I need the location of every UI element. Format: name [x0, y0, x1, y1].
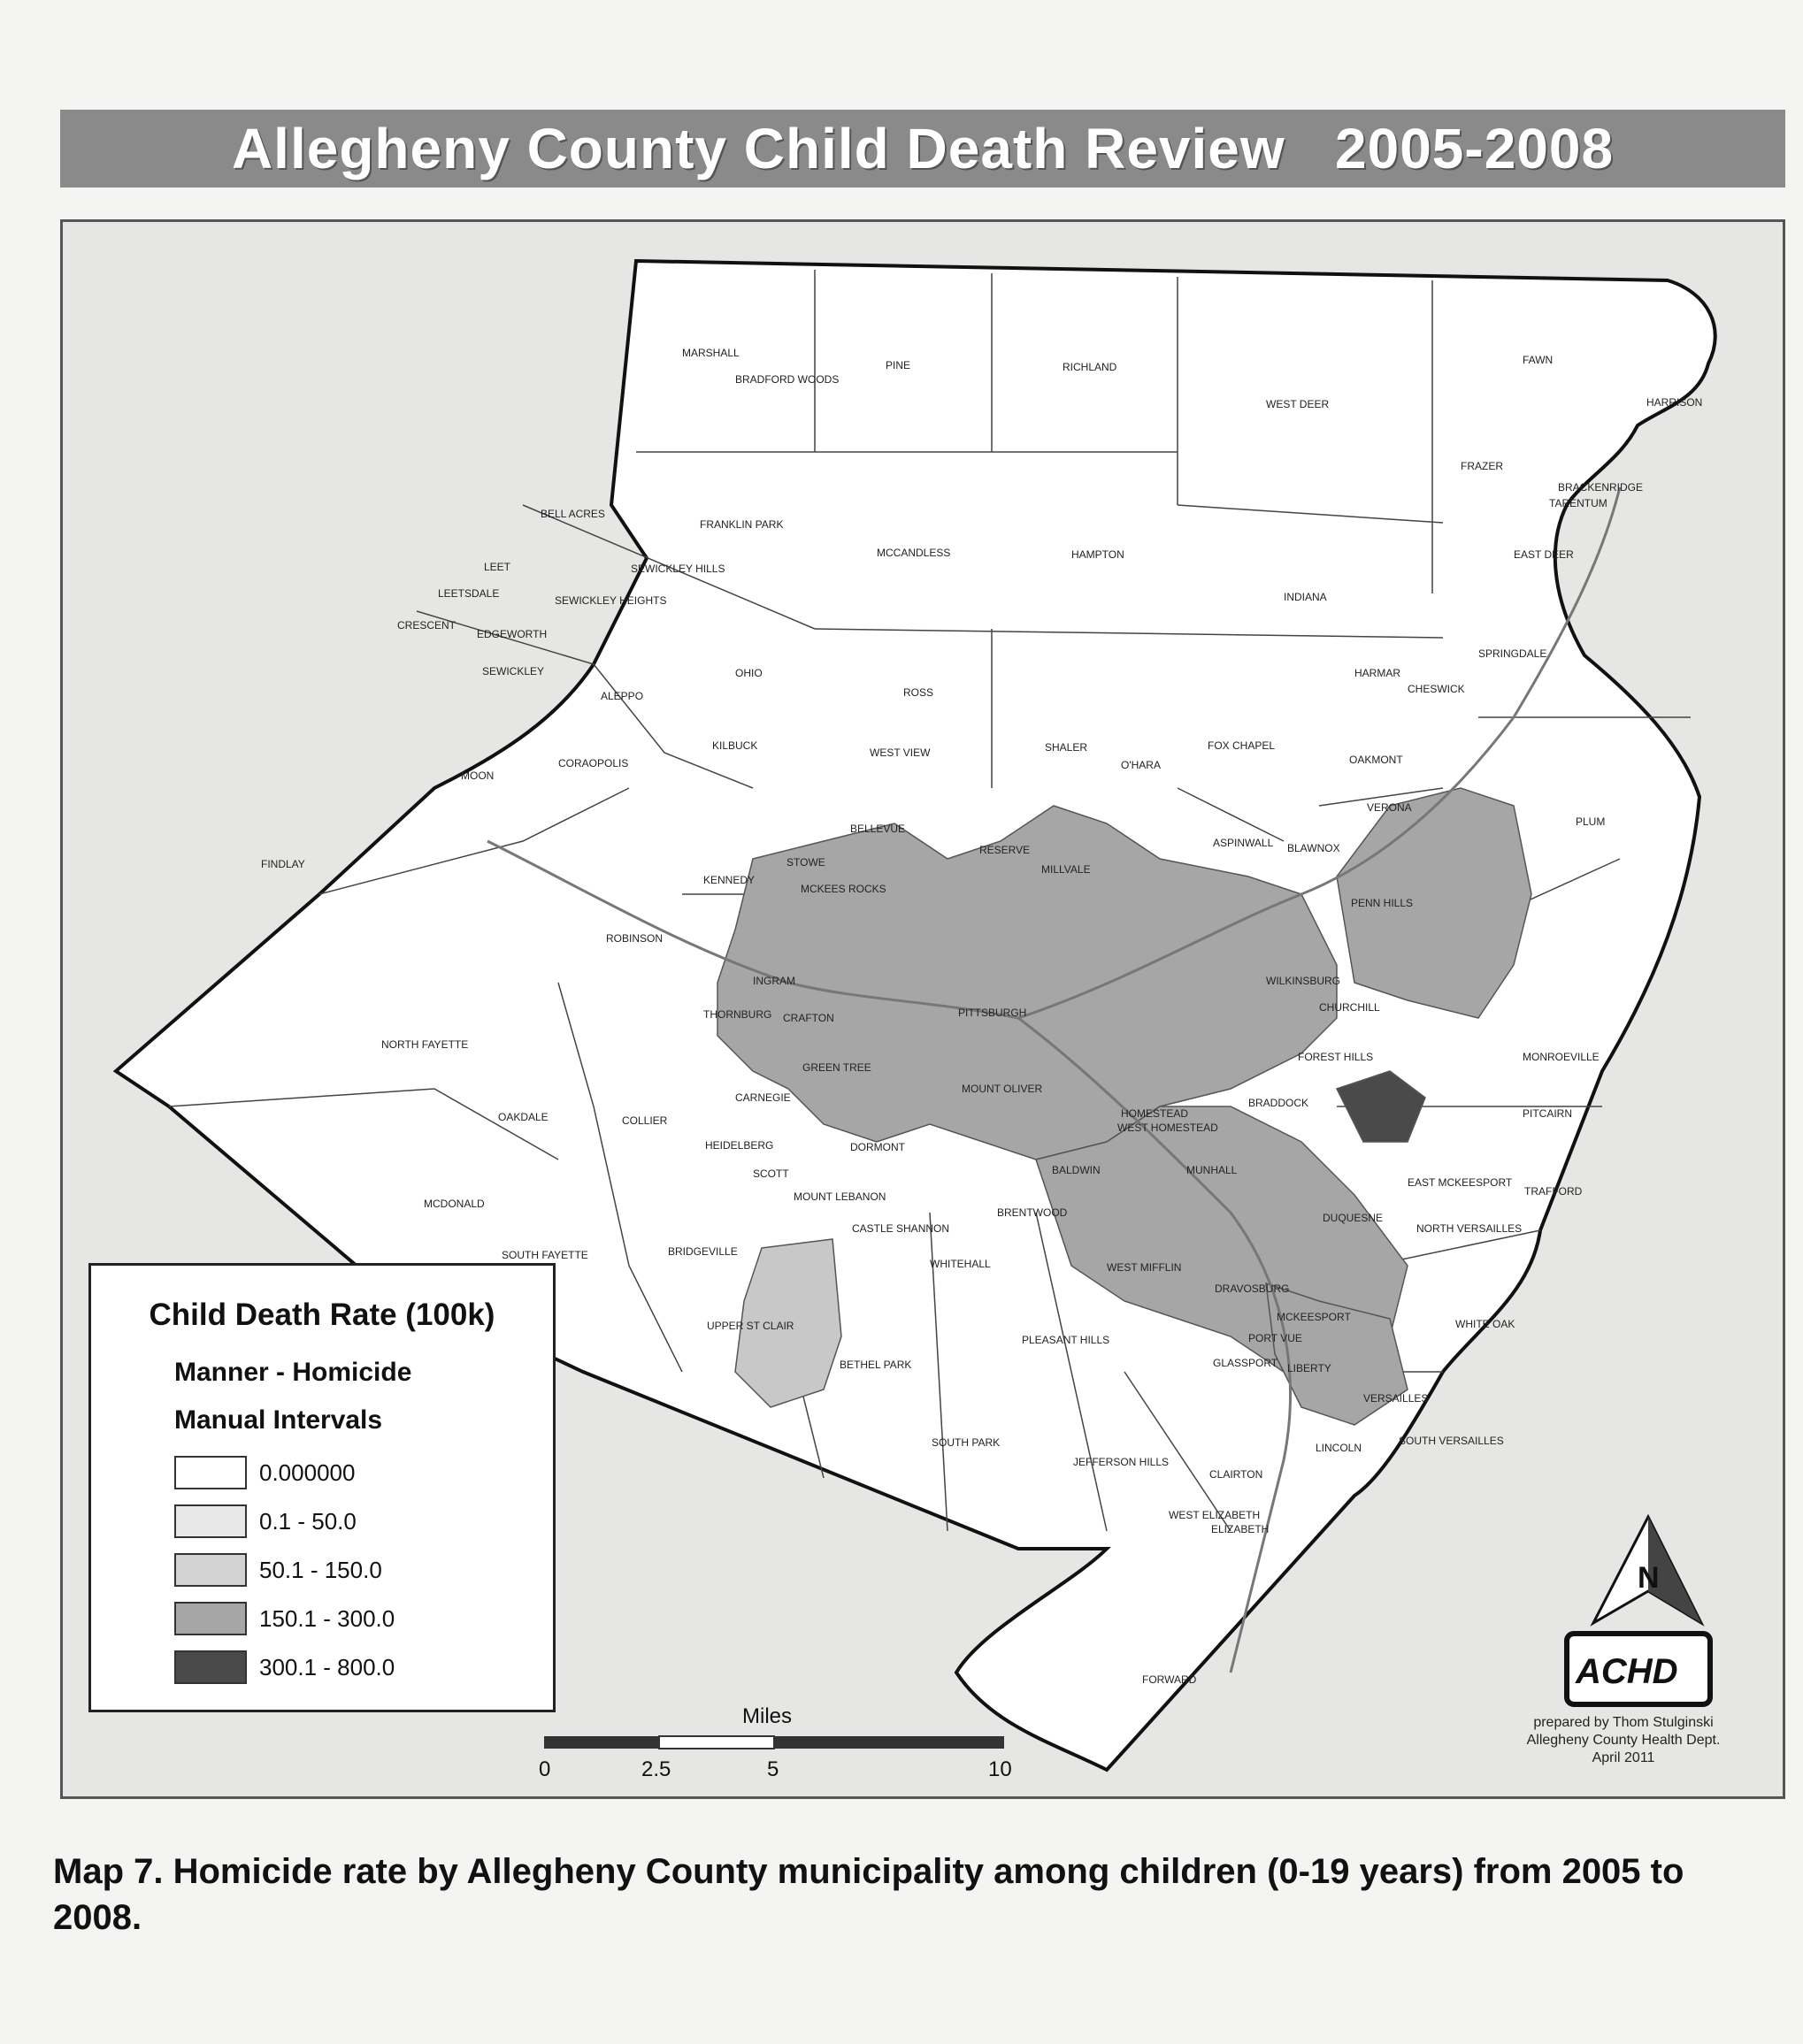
- label-harmar: HARMAR: [1354, 667, 1401, 679]
- label-jefferson-hills: JEFFERSON HILLS: [1073, 1456, 1170, 1468]
- label-sewickley-heights: SEWICKLEY HEIGHTS: [555, 594, 667, 607]
- label-franklin-park: FRANKLIN PARK: [700, 518, 784, 531]
- label-findlay: FINDLAY: [261, 858, 305, 870]
- label-ingram: INGRAM: [753, 975, 795, 987]
- label-brackenridge: BRACKENRIDGE: [1558, 481, 1644, 494]
- label-marshall: MARSHALL: [682, 347, 740, 359]
- label-kennedy: KENNEDY: [703, 874, 756, 886]
- label-castle-shannon: CASTLE SHANNON: [852, 1222, 950, 1235]
- label-scott: SCOTT: [753, 1167, 789, 1180]
- label-wilkinsburg: WILKINSBURG: [1266, 975, 1341, 987]
- legend-row-2: [174, 1553, 382, 1587]
- label-east-mckeesport: EAST MCKEESPORT: [1408, 1176, 1513, 1189]
- logo-text: ACHD: [1576, 1652, 1678, 1691]
- label-monroeville: MONROEVILLE: [1523, 1051, 1600, 1063]
- label-brentwood: BRENTWOOD: [997, 1206, 1068, 1219]
- label-harrison: HARRISON: [1646, 396, 1703, 409]
- label-versailles: VERSAILLES: [1363, 1392, 1429, 1405]
- scale-tick-5: 5: [767, 1757, 779, 1781]
- legend-row-3: [174, 1602, 395, 1635]
- legend-swatch-4: [174, 1650, 247, 1684]
- label-indiana: INDIANA: [1284, 591, 1327, 603]
- label-forward: FORWARD: [1142, 1673, 1197, 1686]
- label-homestead: HOMESTEAD: [1121, 1107, 1189, 1120]
- label-north-fayette: NORTH FAYETTE: [381, 1038, 469, 1051]
- label-elizabeth: ELIZABETH: [1211, 1523, 1270, 1535]
- title-band: [60, 110, 1785, 188]
- label-south-park: SOUTH PARK: [932, 1436, 1001, 1449]
- label-tarentum: TARENTUM: [1549, 497, 1607, 509]
- label-north-versailles: NORTH VERSAILLES: [1416, 1222, 1523, 1235]
- legend-swatch-1: [174, 1504, 247, 1538]
- label-churchill: CHURCHILL: [1319, 1001, 1380, 1014]
- label-springdale: SPRINGDALE: [1478, 647, 1547, 660]
- label-upper-st-clair: UPPER ST CLAIR: [707, 1320, 794, 1332]
- label-robinson: ROBINSON: [606, 932, 664, 945]
- label-west-view: WEST VIEW: [870, 746, 931, 759]
- legend-row-1: [174, 1504, 357, 1538]
- label-clairton: CLAIRTON: [1209, 1468, 1263, 1481]
- label-bradford-woods: BRADFORD WOODS: [735, 373, 840, 386]
- label-reserve: RESERVE: [979, 844, 1031, 856]
- label-pine: PINE: [886, 359, 911, 371]
- label-pitcairn: PITCAIRN: [1523, 1107, 1573, 1120]
- label-east-deer: EAST DEER: [1514, 548, 1574, 561]
- label-crescent: CRESCENT: [397, 619, 457, 632]
- label-mccandless: MCCANDLESS: [877, 547, 951, 559]
- label-west-homestead: WEST HOMESTEAD: [1117, 1122, 1218, 1134]
- map-title: Allegheny County Child Death Review 2005-2008: [231, 117, 1615, 180]
- legend-label-2: 50.1 - 150.0: [259, 1556, 382, 1583]
- label-oakmont: OAKMONT: [1349, 754, 1403, 766]
- label-moon: MOON: [461, 769, 495, 782]
- achd-logo: [1567, 1634, 1710, 1704]
- label-collier: COLLIER: [622, 1114, 668, 1127]
- label-ohara: O'HARA: [1121, 759, 1161, 771]
- credit-line-3: April 2011: [1592, 1750, 1655, 1765]
- label-edgeworth: EDGEWORTH: [477, 628, 548, 640]
- label-pittsburgh: PITTSBURGH: [958, 1007, 1027, 1019]
- credit-block: [1495, 1714, 1752, 1767]
- label-leet: LEET: [484, 561, 511, 573]
- scale-tick-10: 10: [988, 1757, 1012, 1781]
- legend-row-0: [174, 1456, 355, 1489]
- label-ross: ROSS: [903, 686, 934, 699]
- scale-tick-2-5: 2.5: [641, 1757, 671, 1781]
- label-heidelberg: HEIDELBERG: [705, 1139, 774, 1152]
- label-hampton: HAMPTON: [1071, 548, 1124, 561]
- label-plum: PLUM: [1576, 815, 1606, 828]
- scale-unit: Miles: [742, 1704, 793, 1728]
- label-ohio: OHIO: [735, 667, 763, 679]
- label-carnegie: CARNEGIE: [735, 1091, 791, 1104]
- label-millvale: MILLVALE: [1041, 863, 1091, 876]
- label-sewickley: SEWICKLEY: [482, 665, 545, 678]
- label-richland: RICHLAND: [1063, 361, 1117, 373]
- label-verona: VERONA: [1367, 801, 1412, 814]
- label-mcdonald: MCDONALD: [424, 1198, 485, 1210]
- label-penn-hills: PENN HILLS: [1351, 897, 1414, 909]
- label-coraopolis: CORAOPOLIS: [558, 757, 629, 769]
- label-west-elizabeth: WEST ELIZABETH: [1169, 1509, 1261, 1521]
- label-west-mifflin: WEST MIFFLIN: [1107, 1261, 1182, 1274]
- legend-manner: Manner - Homicide: [174, 1358, 412, 1387]
- label-kilbuck: KILBUCK: [712, 739, 758, 752]
- label-dravosburg: DRAVOSBURG: [1215, 1282, 1290, 1295]
- label-fawn: FAWN: [1523, 354, 1554, 366]
- label-blawnox: BLAWNOX: [1287, 842, 1340, 854]
- legend-label-3: 150.1 - 300.0: [259, 1604, 395, 1632]
- legend-title: Child Death Rate (100k): [149, 1298, 495, 1332]
- north-arrow: [1593, 1517, 1701, 1623]
- label-fox-chapel: FOX CHAPEL: [1208, 739, 1276, 752]
- label-braddock: BRADDOCK: [1248, 1097, 1309, 1109]
- label-munhall: MUNHALL: [1186, 1164, 1238, 1176]
- label-trafford: TRAFFORD: [1524, 1185, 1583, 1198]
- label-forest-hills: FOREST HILLS: [1298, 1051, 1374, 1063]
- label-mckees-rocks: MCKEES ROCKS: [801, 883, 886, 895]
- label-bridgeville: BRIDGEVILLE: [668, 1245, 738, 1258]
- legend-label-1: 0.1 - 50.0: [259, 1507, 357, 1535]
- credit-line-1: prepared by Thom Stulginski: [1533, 1715, 1714, 1730]
- label-mckeesport: MCKEESPORT: [1277, 1311, 1351, 1323]
- label-stowe: STOWE: [786, 856, 825, 869]
- legend-row-4: [174, 1650, 395, 1684]
- label-port-vue: PORT VUE: [1248, 1332, 1302, 1344]
- label-duquesne: DUQUESNE: [1323, 1212, 1384, 1224]
- legend-label-4: 300.1 - 800.0: [259, 1653, 395, 1680]
- label-white-oak: WHITE OAK: [1455, 1318, 1515, 1330]
- legend-swatch-3: [174, 1602, 247, 1635]
- north-label: N: [1638, 1561, 1660, 1595]
- legend-swatch-2: [174, 1553, 247, 1587]
- label-aspinwall: ASPINWALL: [1213, 837, 1274, 849]
- label-oakdale: OAKDALE: [498, 1111, 549, 1123]
- label-pleasant-hills: PLEASANT HILLS: [1022, 1334, 1110, 1346]
- label-bethel-park: BETHEL PARK: [840, 1359, 912, 1371]
- label-green-tree: GREEN TREE: [802, 1061, 871, 1074]
- label-lincoln: LINCOLN: [1316, 1442, 1362, 1454]
- legend-swatch-0: [174, 1456, 247, 1489]
- label-sewickley-hills: SEWICKLEY HILLS: [631, 563, 725, 575]
- label-bell-acres: BELL ACRES: [541, 508, 605, 520]
- label-liberty: LIBERTY: [1287, 1362, 1331, 1374]
- scale-bar: [544, 1736, 1004, 1749]
- label-south-fayette: SOUTH FAYETTE: [502, 1249, 588, 1261]
- label-crafton: CRAFTON: [783, 1012, 834, 1024]
- label-south-versailles: SOUTH VERSAILLES: [1399, 1435, 1504, 1447]
- label-west-deer: WEST DEER: [1266, 398, 1330, 410]
- label-mount-oliver: MOUNT OLIVER: [962, 1083, 1043, 1095]
- label-bellevue: BELLEVUE: [850, 823, 906, 835]
- label-whitehall: WHITEHALL: [930, 1258, 991, 1270]
- label-baldwin: BALDWIN: [1052, 1164, 1101, 1176]
- label-dormont: DORMONT: [850, 1141, 905, 1153]
- label-frazer: FRAZER: [1461, 460, 1503, 472]
- legend-intervals: Manual Intervals: [174, 1405, 383, 1435]
- label-aleppo: ALEPPO: [601, 690, 644, 702]
- scale-tick-0: 0: [539, 1757, 551, 1781]
- legend-label-0: 0.000000: [259, 1458, 356, 1486]
- label-glassport: GLASSPORT: [1213, 1357, 1278, 1369]
- legend: [88, 1263, 556, 1712]
- label-thornburg: THORNBURG: [703, 1008, 772, 1021]
- map-caption: Map 7. Homicide rate by Allegheny County municipality among children (0-19 years) from 2005 to 2008.: [53, 1852, 1684, 1937]
- label-mount-lebanon: MOUNT LEBANON: [794, 1190, 886, 1203]
- label-cheswick: CHESWICK: [1408, 683, 1465, 695]
- credit-line-2: Allegheny County Health Dept.: [1526, 1733, 1721, 1748]
- label-shaler: SHALER: [1045, 741, 1088, 754]
- label-leetsdale: LEETSDALE: [438, 587, 500, 600]
